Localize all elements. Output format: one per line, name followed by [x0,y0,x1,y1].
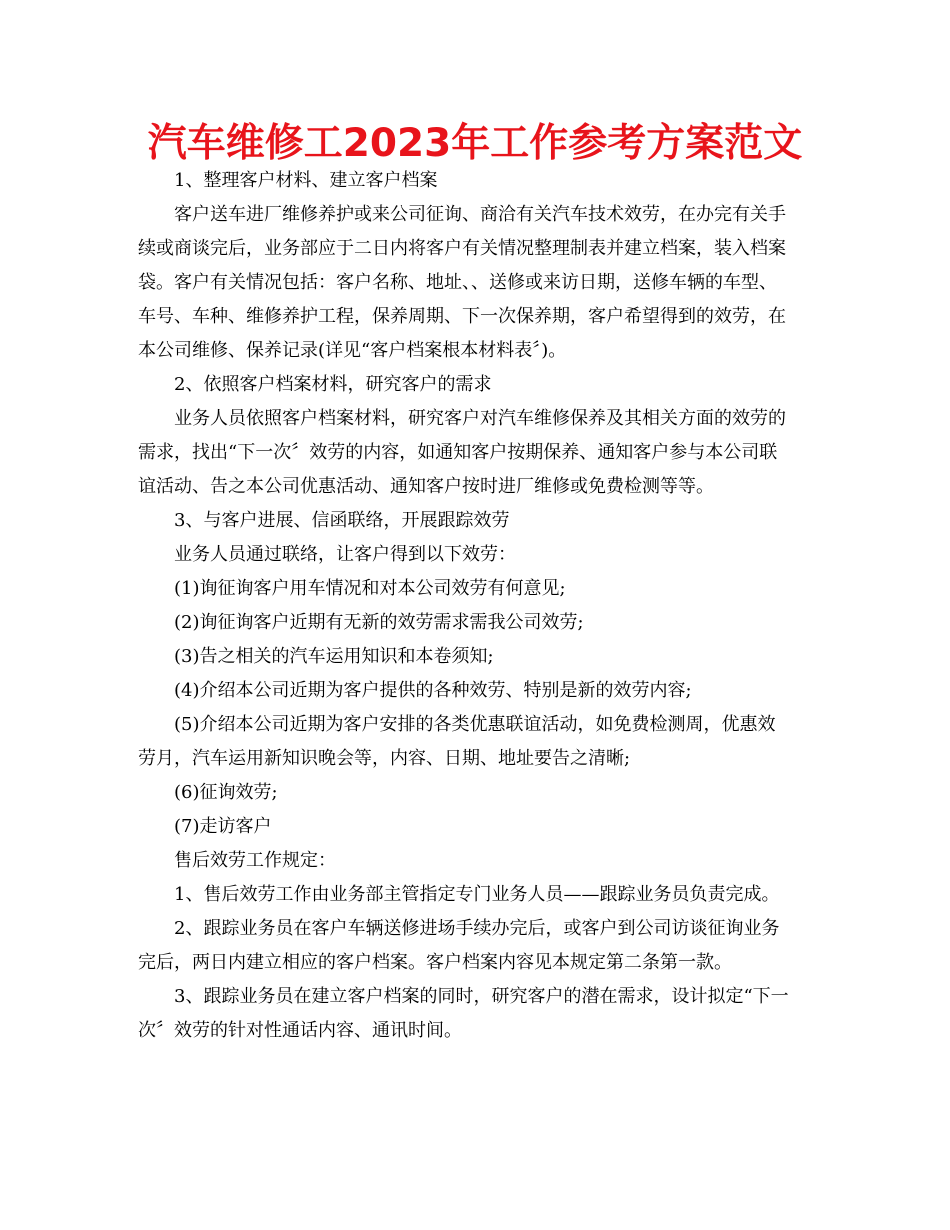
text-line: (3)告之相关的汽车运用知识和本卷须知; [174,646,494,667]
paragraph [138,402,813,504]
paragraph [138,572,813,606]
text-line: 3、跟踪业务员在建立客户档案的同时，研究客户的潜在需求，设计拟定“下一 [174,986,789,1007]
text-line: 需求，找出“下一次〞效劳的内容，如通知客户按期保养、通知客户参与本公司联 [138,442,778,463]
text-line: 3、与客户进展、信函联络，开展跟踪效劳 [174,510,510,531]
text-line: 本公司维修、保养记录(详见“客户档案根本材料表〞)。 [138,340,567,361]
paragraph [138,606,813,640]
paragraph [138,776,813,810]
text-line: 次〞效劳的针对性通话内容、通讯时间。 [138,1020,462,1041]
text-line: (2)询征询客户近期有无新的效劳需求需我公司效劳; [174,612,584,633]
text-line: 2、依照客户档案材料，研究客户的需求 [174,374,492,395]
paragraph [138,708,813,776]
text-line: (5)介绍本公司近期为客户安排的各类优惠联谊活动，如免费检测周，优惠效 [174,714,776,735]
paragraph [138,538,813,572]
text-line: 售后效劳工作规定： [174,850,336,871]
paragraph [138,674,813,708]
text-line: 劳月，汽车运用新知识晚会等，内容、日期、地址要告之清晰; [138,748,631,769]
paragraph [138,844,813,878]
paragraph [138,164,813,198]
text-line: 业务人员依照客户档案材料，研究客户对汽车维修保养及其相关方面的效劳的 [174,408,786,429]
text-line: 业务人员通过联络，让客户得到以下效劳： [174,544,516,565]
text-line: 1、售后效劳工作由业务部主管指定专门业务人员——跟踪业务员负责完成。 [174,884,780,905]
text-line: 客户送车进厂维修养护或来公司征询、商洽有关汽车技术效劳，在办完有关手 [174,204,786,225]
text-line: (6)征询效劳; [174,782,278,803]
document-body [138,164,813,1048]
paragraph [138,640,813,674]
page-title: 汽车维修工2023年工作参考方案范文 [147,121,803,166]
paragraph [138,368,813,402]
text-line: 续或商谈完后，业务部应于二日内将客户有关情况整理制表并建立档案，装入档案 [138,238,786,259]
text-line: 完后，两日内建立相应的客户档案。客户档案内容见本规定第二条第一款。 [138,952,732,973]
text-line: (1)询征询客户用车情况和对本公司效劳有何意见; [174,578,566,599]
text-line: 1、整理客户材料、建立客户档案 [174,170,438,191]
paragraph [138,878,813,912]
paragraph [138,504,813,538]
paragraph [138,912,813,980]
paragraph [138,980,813,1048]
text-line: 袋。客户有关情况包括：客户名称、地址、、送修或来访日期，送修车辆的车型、 [138,272,777,293]
paragraph [138,198,813,368]
text-line: 谊活动、告之本公司优惠活动、通知客户按时进厂维修或免费检测等等。 [138,476,714,497]
text-line: 2、跟踪业务员在客户车辆送修进场手续办完后，或客户到公司访谈征询业务 [174,918,780,939]
text-line: 车号、车种、维修养护工程，保养周期、下一次保养期，客户希望得到的效劳，在 [138,306,786,327]
text-line: (4)介绍本公司近期为客户提供的各种效劳、特别是新的效劳内容; [174,680,692,701]
text-line: (7)走访客户 [174,816,272,837]
paragraph [138,810,813,844]
